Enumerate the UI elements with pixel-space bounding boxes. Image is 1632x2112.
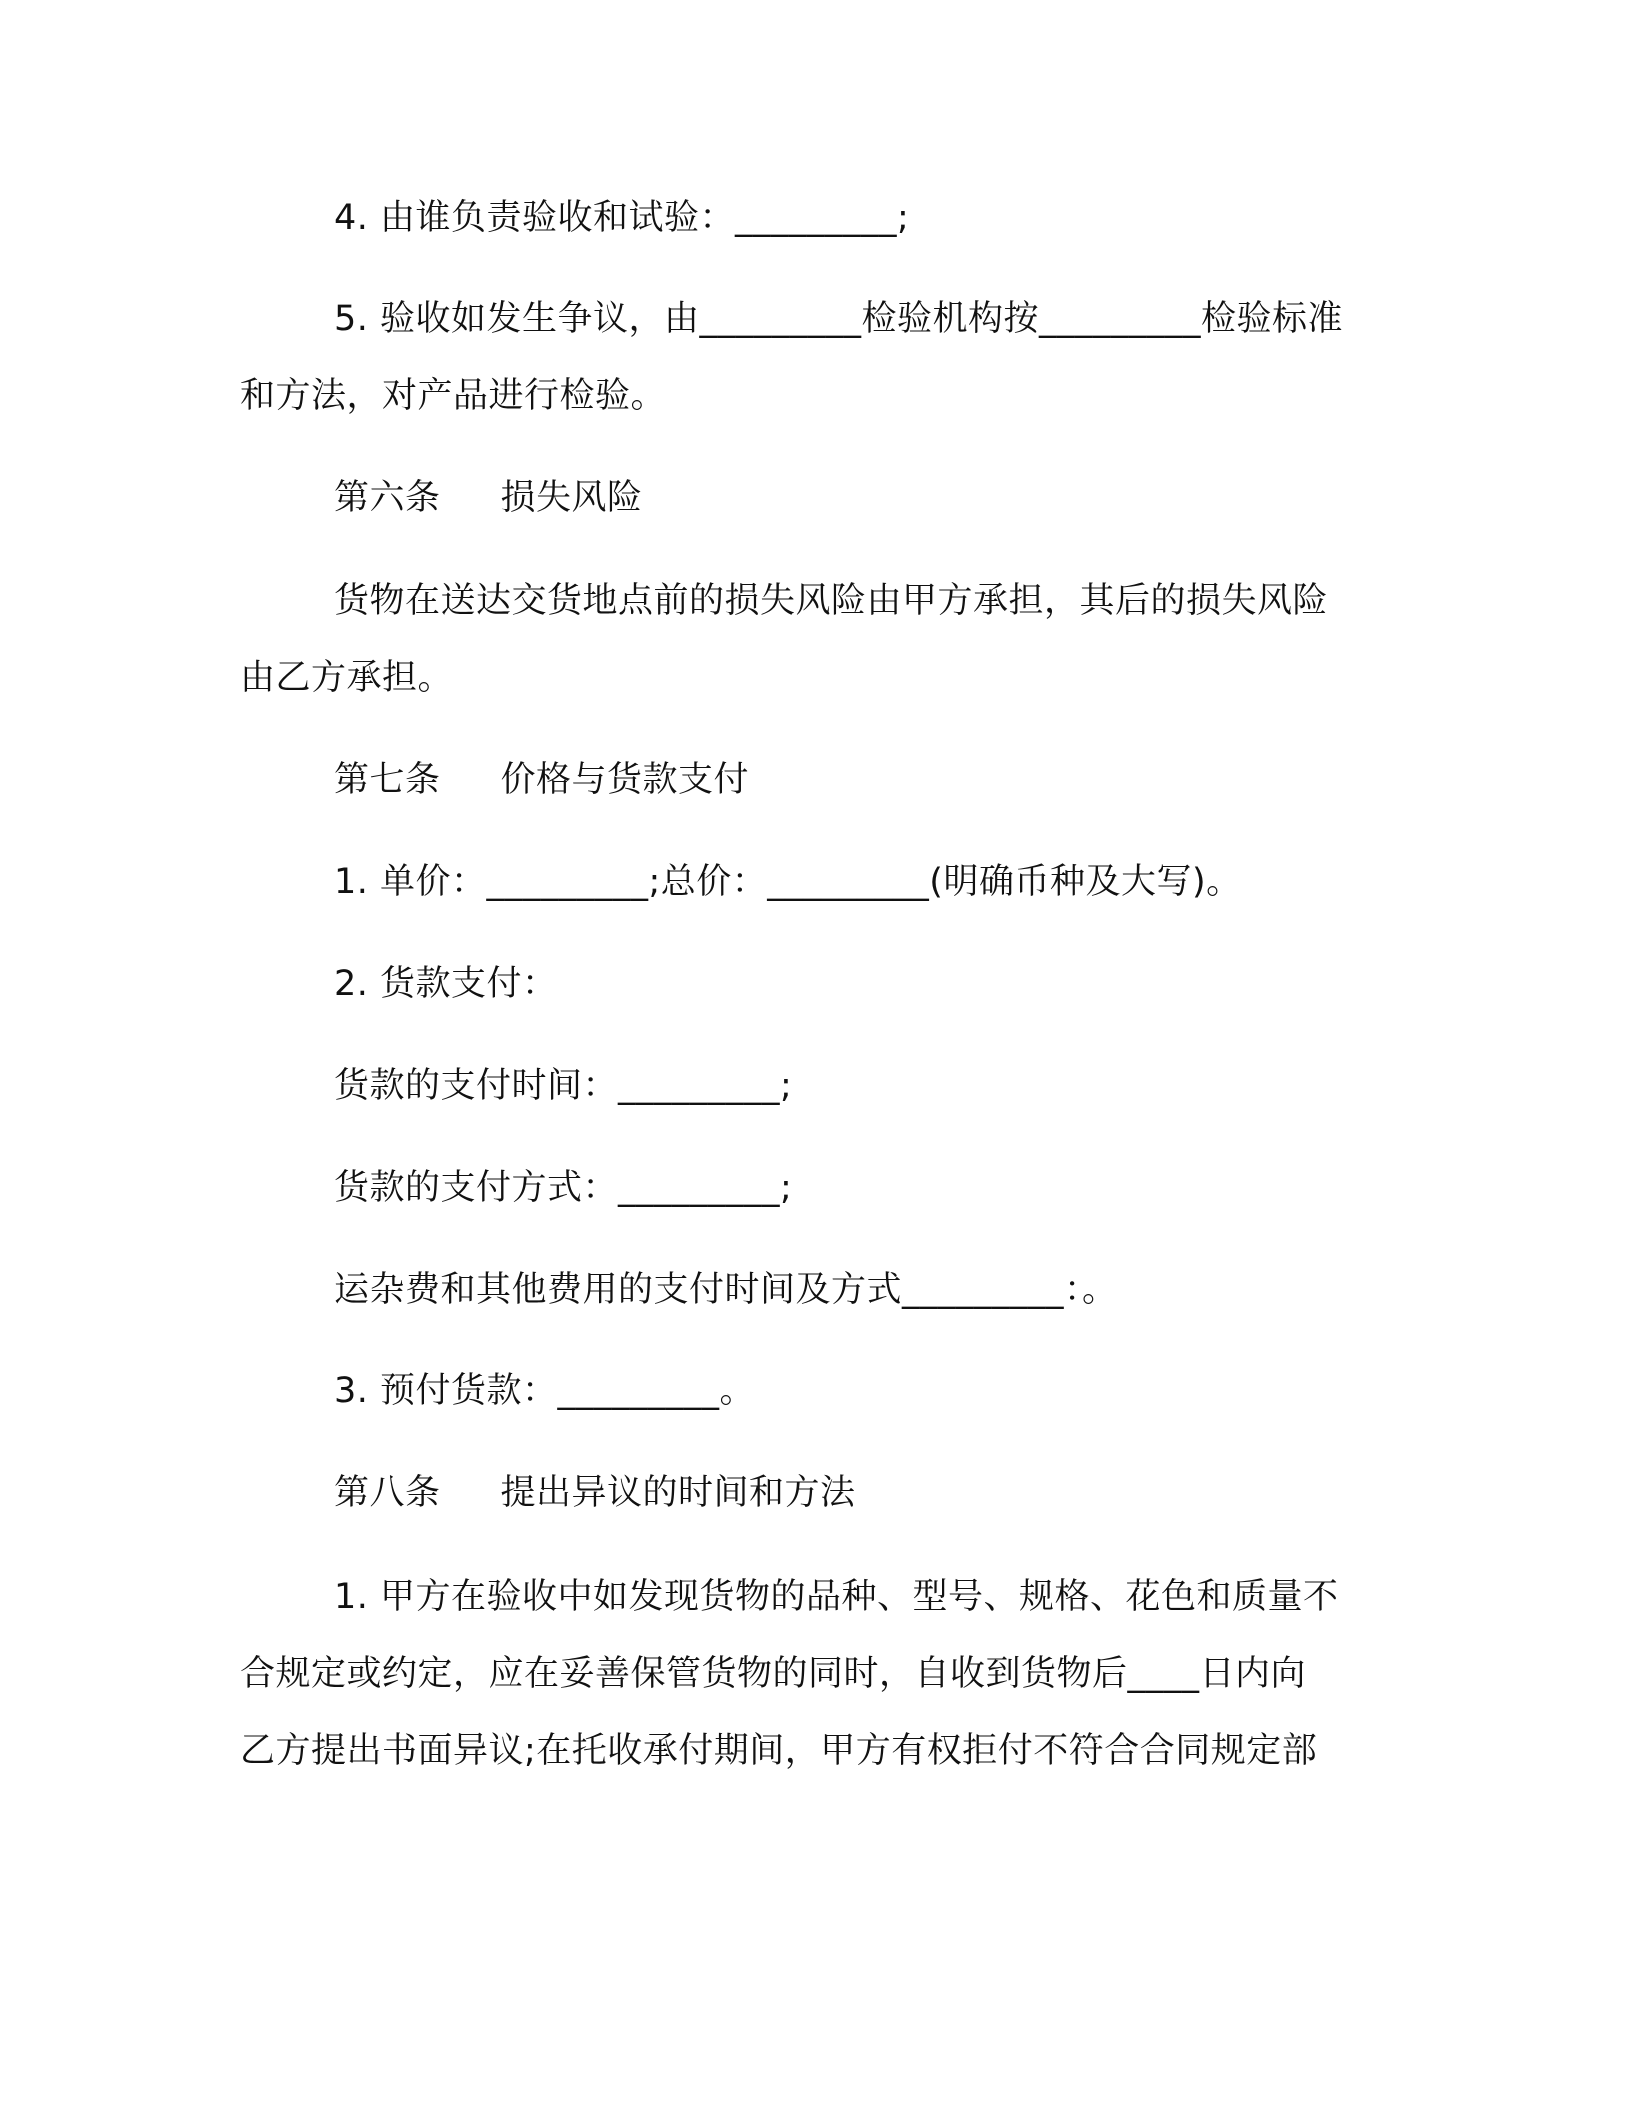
article-6-paragraph-cont: 由乙方承担。 xyxy=(240,658,454,698)
article-6-paragraph: 货物在送达交货地点前的损失风险由甲方承担，其后的损失风险 xyxy=(334,581,1329,621)
acceptance-item-5-cont: 和方法，对产品进行检验。 xyxy=(240,376,667,416)
article-6-title: 损失风险 xyxy=(500,478,643,518)
article-6-heading xyxy=(334,475,1380,521)
article-6-number: 第六条 xyxy=(334,478,441,518)
article-8-heading xyxy=(334,1470,1380,1516)
payment-time: 货款的支付时间：_________; xyxy=(334,1066,793,1106)
objection-item-1-cont-1: 合规定或约定，应在妥善保管货物的同时，自收到货物后____日内向 xyxy=(240,1654,1307,1694)
article-8-title: 提出异议的时间和方法 xyxy=(500,1473,856,1513)
article-7-heading xyxy=(334,757,1380,803)
price-item-1: 1. 单价：_________;总价：_________(明确币种及大写)。 xyxy=(334,862,1242,902)
acceptance-item-4: 4. 由谁负责验收和试验：_________; xyxy=(334,198,910,238)
acceptance-item-5: 5. 验收如发生争议，由_________检验机构按_________检验标准 xyxy=(334,299,1344,339)
price-item-3: 3. 预付货款：_________。 xyxy=(334,1371,756,1411)
freight-payment: 运杂费和其他费用的支付时间及方式_________：。 xyxy=(334,1270,1118,1310)
objection-item-1-cont-2: 乙方提出书面异议;在托收承付期间，甲方有权拒付不符合合同规定部 xyxy=(240,1731,1318,1771)
article-7-title: 价格与货款支付 xyxy=(500,760,750,800)
price-item-2: 2. 货款支付： xyxy=(334,964,558,1004)
article-8-number: 第八条 xyxy=(334,1473,441,1513)
payment-method: 货款的支付方式：_________; xyxy=(334,1168,793,1208)
objection-item-1: 1. 甲方在验收中如发现货物的品种、型号、规格、花色和质量不 xyxy=(334,1577,1339,1617)
article-7-number: 第七条 xyxy=(334,760,441,800)
